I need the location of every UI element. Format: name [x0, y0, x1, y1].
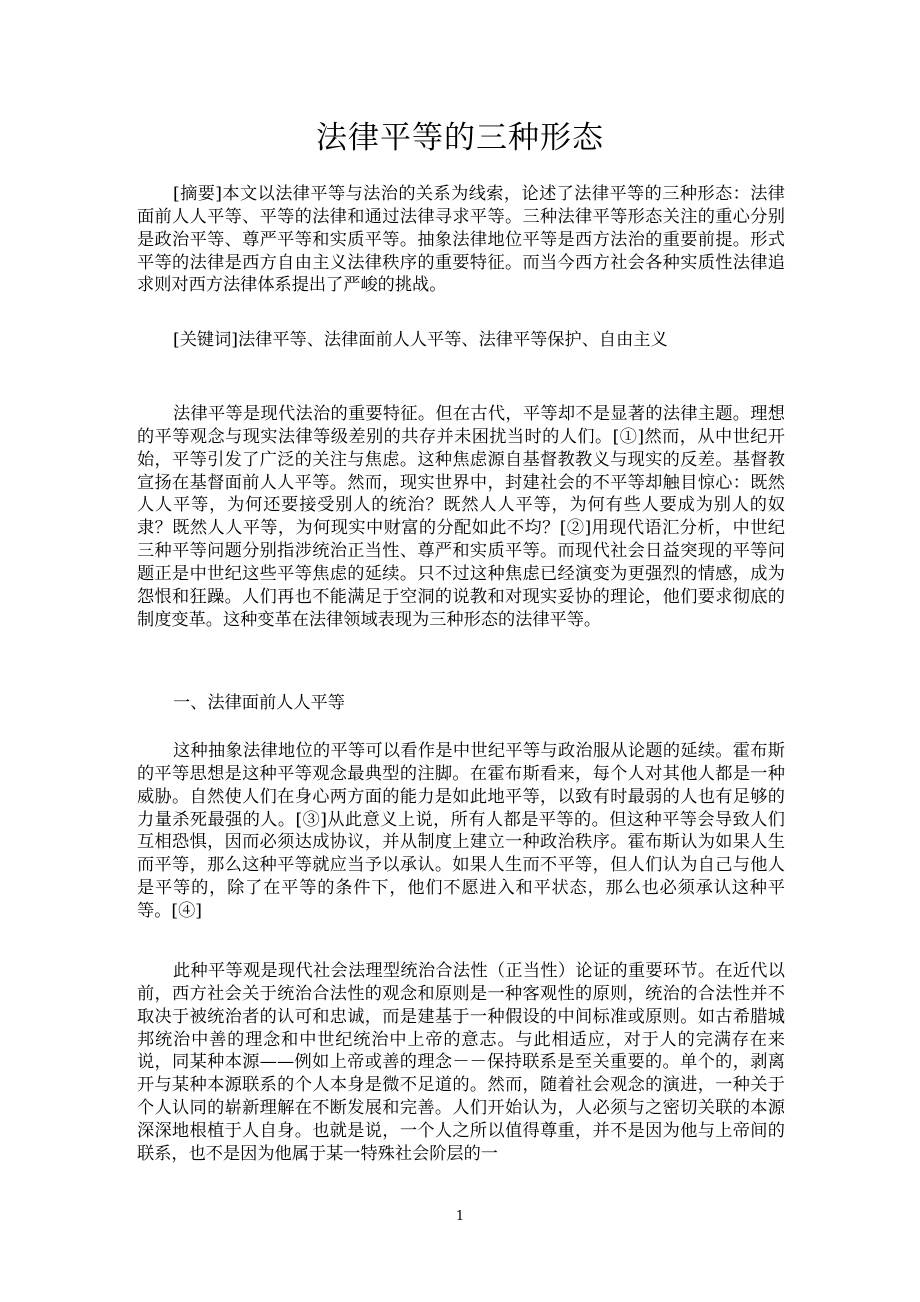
document-title: 法律平等的三种形态 — [316, 120, 604, 156]
page-number: 1 — [455, 1209, 465, 1224]
keywords-line: [关键词]法律平等、法律面前人人平等、法律平等保护、自由主义 — [173, 330, 668, 350]
body-paragraph-hobbes: 这种抽象法律地位的平等可以看作是中世纪平等与政治服从论题的延续。霍布斯的平等思想是这种平等观念最典型的注脚。在霍布斯看来，每个人对其他人都是一种威胁。自然使人们在身心两方面的能力是如此地平等，以致有时最弱的人也有足够的力量杀死最强的人。[③]从此意义上说，所有人都是平等的。但这种平等会导致人们互相恐惧，因而必须达成协议，并从制度上建立一种政治秩序。霍布斯认为如果人生而平等，那么这种平等就应当予以承认。如果人生而不平等，但人们认为自己与他人是平等的，除了在平等的条件下，他们不愿进入和平状态，那么也必须承认这种平等。[④] — [137, 741, 785, 921]
section-heading: 一、法律面前人人平等 — [173, 693, 345, 713]
body-paragraph-intro: 法律平等是现代法治的重要特征。但在古代，平等却不是显著的法律主题。理想的平等观念与现实法律等级差别的共存并未困扰当时的人们。[①]然而，从中世纪开始，平等引发了广泛的关注与焦虑。这种焦虑源自基督教教义与现实的反差。基督教宣扬在基督面前人人平等。然而，现实世界中，封建社会的不平等却触目惊心：既然人人平等，为何还要接受别人的统治？既然人人平等，为何有些人要成为别人的奴隶？既然人人平等，为何现实中财富的分配如此不均？[②]用现代语汇分析，中世纪三种平等问题分别指涉统治正当性、尊严和实质平等。而现代社会日益突现的平等问题正是中世纪这些平等焦虑的延续。只不过这种焦虑已经演变为更强烈的情感，成为怨恨和狂躁。人们再也不能满足于空洞的说教和对现实妥协的理论，他们要求彻底的制度变革。这种变革在法律领域表现为三种形态的法律平等。 — [137, 404, 785, 630]
body-paragraph-legitimacy: 此种平等观是现代社会法理型统治合法性（正当性）论证的重要环节。在近代以前，西方社会关于统治合法性的观念和原则是一种客观性的原则，统治的合法性并不取决于被统治者的认可和忠诚，而是建基于一种假设的中间标准或原则。如古希腊城邦统治中善的理念和中世纪统治中上帝的意志。与此相适应，对于人的完满存在来说，同某种本源——例如上帝或善的理念－－保持联系是至关重要的。单个的，剥离开与某种本源联系的个人本身是微不足道的。然而，随着社会观念的演进，一种关于个人认同的崭新理解在不断发展和完善。人们开始认为，人必须与之密切关联的本源深深地根植于人自身。也就是说，一个人之所以值得尊重，并不是因为他与上帝间的联系，也不是因为他属于某一特殊社会阶层的一 — [137, 961, 785, 1164]
abstract-paragraph: [摘要]本文以法律平等与法治的关系为线索，论述了法律平等的三种形态：法律面前人人平等、平等的法律和通过法律寻求平等。三种法律平等形态关注的重心分别是政治平等、尊严平等和实质平等。抽象法律地位平等是西方法治的重要前提。形式平等的法律是西方自由主义法律秩序的重要特征。而当今西方社会各种实质性法律追求则对西方法律体系提出了严峻的挑战。 — [137, 184, 785, 296]
